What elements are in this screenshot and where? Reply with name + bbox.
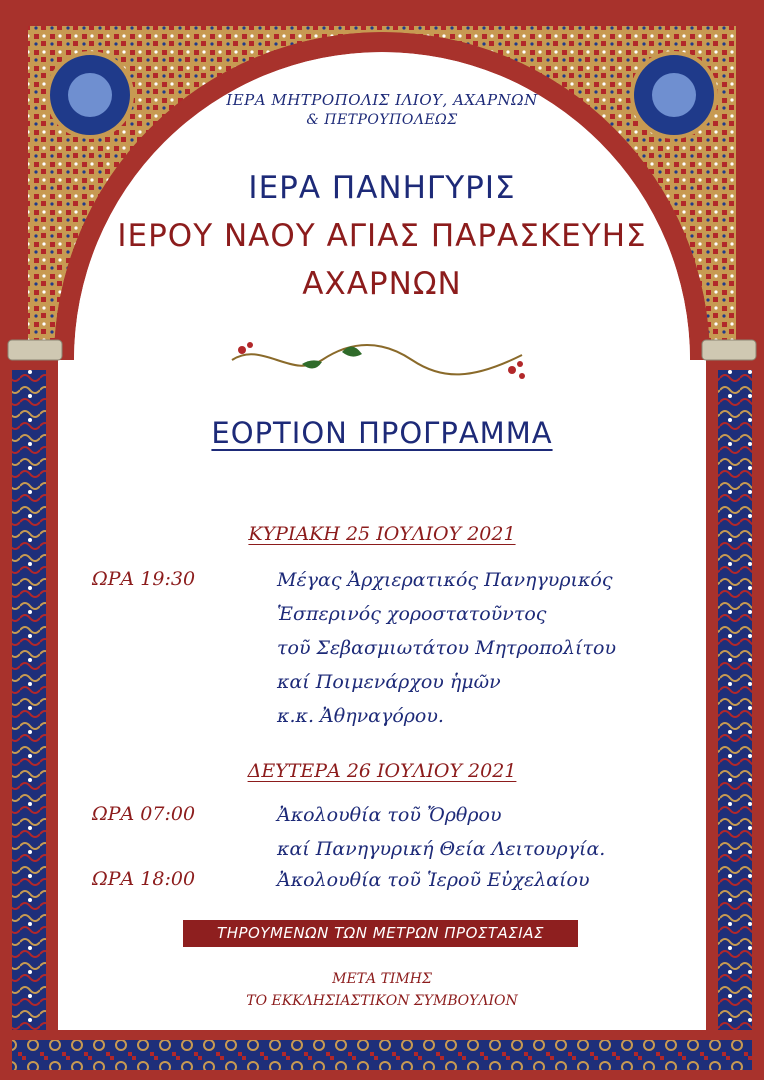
metropolis-name-continued: & ΠΕΤΡΟΥΠΟΛΕΩΣ bbox=[306, 112, 458, 128]
church-location: ΑΧΑΡΝΩΝ bbox=[302, 266, 462, 302]
vine-ornament bbox=[222, 330, 542, 390]
event-time: ΩΡΑ 18:00 bbox=[92, 868, 196, 890]
day-heading: ΚΥΡΙΑΚΗ 25 ΙΟΥΛΙΟΥ 2021 bbox=[248, 523, 516, 545]
program-heading: ΕΟΡΤΙΟΝ ΠΡΟΓΡΑΜΜΑ bbox=[211, 416, 553, 450]
event-description: Ἀκολουθία τοῦ Ὄρθρου καί Πανηγυρική Θεία Λειτουργία. bbox=[277, 804, 606, 860]
day-heading: ΔΕΥΤΕΡΑ 26 ΙΟΥΛΙΟΥ 2021 bbox=[247, 760, 517, 782]
feast-title: ΙΕΡΑ ΠΑΝΗΓΥΡΙΣ bbox=[248, 170, 516, 206]
church-name: ΙΕΡΟΥ ΝΑΟΥ ΑΓΙΑΣ ΠΑΡΑΣΚΕΥΗΣ bbox=[117, 218, 647, 254]
event-time: ΩΡΑ 19:30 bbox=[92, 568, 196, 590]
signature-line: ΜΕΤΑ ΤΙΜΗΣ bbox=[332, 971, 432, 987]
event-time: ΩΡΑ 07:00 bbox=[92, 803, 196, 825]
safety-notice: ΤΗΡΟΥΜΕΝΩΝ ΤΩΝ ΜΕΤΡΩΝ ΠΡΟΣΤΑΣΙΑΣ bbox=[183, 920, 578, 947]
signature-council: ΤΟ ΕΚΚΛΗΣΙΑΣΤΙΚΟΝ ΣΥΜΒΟΥΛΙΟΝ bbox=[246, 993, 518, 1009]
event-description: Μέγας Ἀρχιερατικός Πανηγυρικός Ἑσπερινός χοροστατοῦντος τοῦ Σεβασμιωτάτου Μητροπολίτου καί Ποιμενάρχου ἡμῶν κ.κ. Ἀθηναγόρου. bbox=[277, 569, 617, 727]
metropolis-name: ΙΕΡΑ ΜΗΤΡΟΠΟΛΙΣ ΙΛΙΟΥ, ΑΧΑΡΝΩΝ bbox=[226, 91, 538, 109]
event-description: Ἀκολουθία τοῦ Ἱεροῦ Εὐχελαίου bbox=[277, 869, 590, 891]
